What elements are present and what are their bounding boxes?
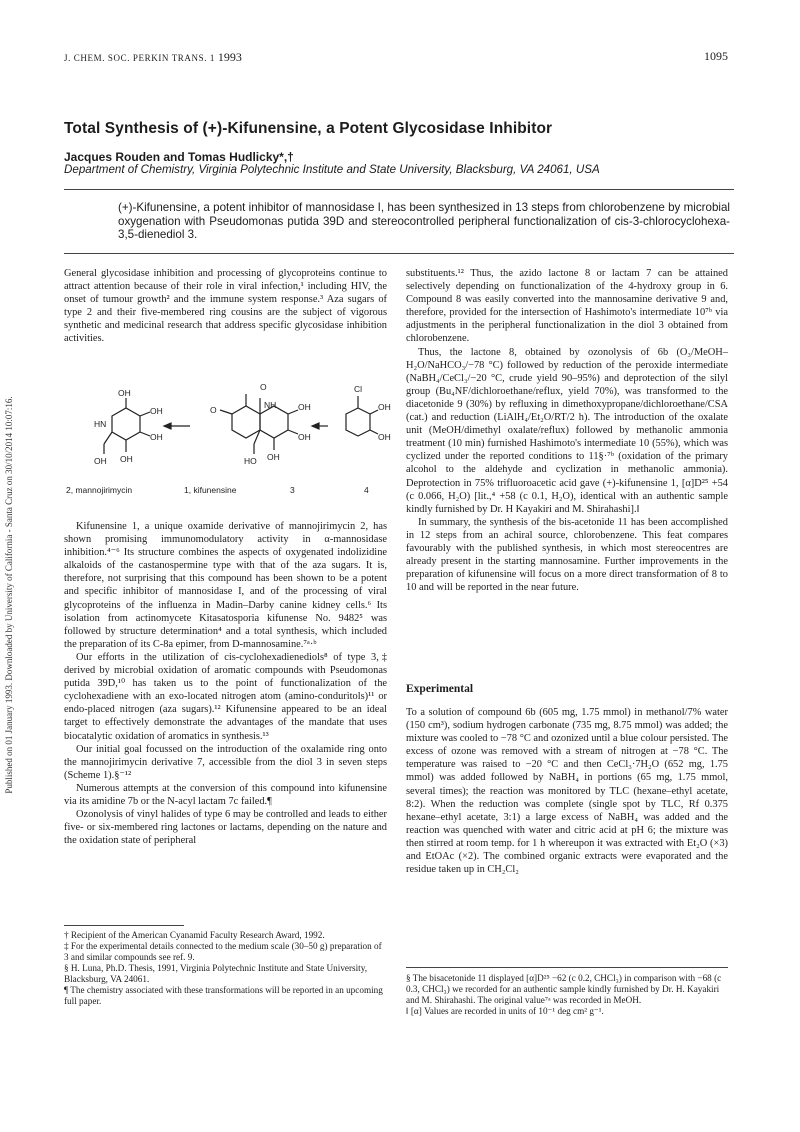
page-number: 1095 [704,49,728,63]
experimental-heading: Experimental [406,683,474,695]
footnote: § The bisacetonide 11 displayed [α]D²⁵ −62 (c 0.2, CHCl₃) in comparison with −68 (c 0.3, CHCl₃) we recorded for an authentic sample kindly furnished by Dr. H. Kayakiri and M. Shirahashi. The original value⁷ᵃ was recorded in MeOH. [406,973,722,1005]
authors: Jacques Rouden and Tomas Hudlicky*,† [64,150,294,164]
top-rule [64,189,734,190]
column-left-intro [64,267,387,346]
running-header [64,50,242,65]
label-oh: OH [298,402,311,412]
label-oh: OH [118,388,131,398]
scheme-structures [64,368,391,500]
paragraph: Thus, the lactone 8, obtained by ozonolysis of 6b (O₃/MeOH–H₂O/NaHCO₃/−78 °C) followed by reduction of the peroxide intermediate (NaBH₄/CeCl₃/−20 °C, crude yield 90–95%) and deprotection of the silyl group (Bu₄NF/dichloroethane/reflux, yield 70%), was transformed to the diacetonide 9 (30%) by refluxing in dimethoxypropane/dichloroethane/CSA (cat.) and reduction (LiAlH₄/Et₂O/RT/2 h). The introduction of the oxalate unit (MeOH/dimethyl oxalate/reflux) followed by methanolic ammonia treatment (10 min) furnished Hashimoto's intermediate 10 (55%), which was cyclized under the reported conditions to 11§·⁷ᵇ (oxidation of the primary alcohol to the aldehyde and cyclization in methanolic ammonia). Deprotection in 75% trifluoroacetic acid gave (+)-kifunensine 1, [α]D²⁵ +54 (c 0.066, H₂O) [lit.,⁴ +58 (c 0.1, H₂O), identical with an authentic sample kindly furnished by Dr. H Kayakiri and M. Shirahashi].‖ [406,346,728,515]
scheme-label: 3 [290,485,295,495]
footnote-rule [406,967,728,968]
paragraph: Kifunensine 1, a unique oxamide derivative of mannojirimycin 2, has shown promising immunomodulatory activity in α-mannosidase inhibition.⁴⁻⁶ Its structure combines the aspects of oxygenated indolizidine alkaloids of the castanospermine type with that of the aza sugars. It is, therefore, not surprising that this compound has been shown to be a potent and specific inhibitor of mannosidase I, and of the processing of viral glycoproteins of the influenza in Madin–Darby canine kidney cells.⁶ Its isolation from actinomycete Kitasatosporia kifunense No. 9482⁵ was followed by structure determination⁴ and a total synthesis, which included the preparation of its C-8a epimer, from D-mannosamine.⁷ᵃ·ᵇ [64,521,387,650]
article-title: Total Synthesis of (+)-Kifunensine, a Potent Glycosidase Inhibitor [64,120,553,137]
label-ho: HO [244,456,257,466]
label-hn: HN [94,419,107,429]
footnote: ‖ [α] Values are recorded in units of 10⁻¹ deg cm² g⁻¹. [406,1006,604,1016]
label-o: O [210,405,217,415]
label-oh: OH [298,432,311,442]
scheme-label: 1, kifunensine [184,485,237,495]
footnotes-right [406,967,728,1017]
footnote: ¶ The chemistry associated with these transformations will be reported in an upcoming full paper. [64,985,383,1006]
label-nh: NH [264,400,277,410]
paragraph: Our initial goal focussed on the introduction of the oxalamide ring onto the mannojirimycin derivative 7, accessible from the diol 3 in seven steps (Scheme 1).§⁻¹² [64,743,387,781]
label-cl: Cl [354,384,363,394]
footnotes-left [64,925,386,1007]
scheme-label: 2, mannojirimycin [66,485,133,495]
label-oh: OH [150,406,163,416]
label-oh: OH [150,432,163,442]
footnote: ‡ For the experimental details connected to the medium scale (30–50 g) preparation of 3 and similar compounds see ref. 9. [64,941,382,962]
diol-ring [346,408,370,436]
paragraph: substituents.¹² Thus, the azido lactone 8 or lactam 7 can be attained selectively depending on functionalization of the 4-hydroxy group in 6. Compound 8 was easily converted into the mannosamine derivative 9 and, therefore, provided for the intersection of Hashimoto's intermediate 10⁷ᵇ via adjustments in the peripheral functionalization in the diol 3 obtained from chlorobenzene. [406,268,728,345]
paragraph: Numerous attempts at the conversion of this compound into kifunensine via its amidine 7b or the N-acyl lactam 7c failed.¶ [64,782,387,807]
footnote-rule [64,925,184,926]
label-oh: OH [378,402,391,412]
paragraph: Ozonolysis of vinyl halides of type 6 may be controlled and leads to either five- or six-membered ring lactones or lactams, depending on the nature and the oxidation state of peripheral [64,809,387,847]
column-left-body [64,520,387,847]
paragraph: General glycosidase inhibition and processing of glycoproteins continue to attract attention because of their role in viral infection,¹ including HIV, the onset of tumour growth² and the immune system response.³ Aza sugars of type 2 and their five-membered ring cousins are the subject of vigorous synthetic and medicinal research that address specific glycosidase inhibition activities. [64,268,387,345]
label-oh: OH [94,456,107,466]
paragraph: To a solution of compound 6b (605 mg, 1.75 mmol) in methanol/7% water (150 cm³), sodium hydrogen carbonate (735 mg, 8.75 mmol) was added; the mixture was cooled to −78 °C and ozonized until a blue colour persisted. The excess of ozone was removed with a stream of nitrogen at −78 °C. The temperature was raised to −20 °C and then CeCl₃·7H₂O (652 mg, 1.75 mmol) was added followed by NaBH₄ in portions (65 mg, 1.75 mmol, several times); the reaction was monitored by TLC (hexane–ethyl acetate, 8:2). When the reduction was complete (single spot by TLC, Rf 0.375 hexane–ethyl acetate, 3:1) a large excess of NaBH₄ was added and the reaction was quenched with water and citric acid at pH 6; the mixture was then stirred at room temp. for 1 h whereupon it was extracted with Et₂O (×3) and EtOAc (×2). The combined organic extracts were evaporated and the residue taken up in CH₂Cl₂ [406,707,728,876]
column-right-body [406,267,728,594]
kifunensine-ring-b [232,406,260,438]
footnote: § H. Luna, Ph.D. Thesis, 1991, Virginia Polytechnic Institute and State University, Blacksburg, VA 24061. [64,963,368,984]
paragraph: In summary, the synthesis of the bis-acetonide 11 has been accomplished in 12 steps from an achiral source, chlorobenzene. This feat compares favourably with the published synthesis, in which most stereocentres are already present in the starting mannosamine. Further improvements in the preparation of kifunensine will focus on a more direct transformation of 8 to 10 and will be reported in the near future. [406,516,728,594]
experimental-section [406,706,728,876]
footnote: † Recipient of the American Cyanamid Faculty Research Award, 1992. [64,930,325,940]
bottom-rule [64,253,734,254]
journal-year: 1993 [217,50,242,64]
download-notice [2,140,16,1050]
label-o: O [260,382,267,392]
paragraph: Our efforts in the utilization of cis-cyclohexadienediols⁸ of type 3,‡ derived by microbial oxidation of aromatic compounds with Pseudomonas putida 39D,¹⁰ has taken us to the point of functionalization of the cyclohexadiene with an exo-located nitrogen atom (amino-conduritols)¹¹ or endo-placed nitrogen (aza sugars).¹² Kifunensine appeared to be an ideal target to effectively demonstrate the advantages of the mandate that uses biocatalytic oxidation of aromatics in synthesis.¹³ [64,651,387,742]
mannojirimycin-ring [112,408,140,440]
journal-name: J. CHEM. SOC. PERKIN TRANS. 1 [64,53,216,63]
label-oh: OH [267,452,280,462]
label-oh: OH [378,432,391,442]
kifunensine-ring-a [260,406,288,438]
download-notice-text: Published on 01 January 1993. Downloaded by University of California - Santa Cruz on 30/10/2014 10:07:16. [4,396,14,794]
label-oh: OH [120,454,133,464]
scheme-label: 4 [364,485,369,495]
affiliation: Department of Chemistry, Virginia Polytechnic Institute and State University, Blacksburg, VA 24061, USA [64,163,600,176]
abstract: (+)-Kifunensine, a potent inhibitor of mannosidase I, has been synthesized in 13 steps from chlorobenzene by microbial oxygenation with Pseudomonas putida 39D and stereocontrolled peripheral functionalization of cis-3-chlorocyclohexa-3,5-dienediol 3. [118,201,730,241]
